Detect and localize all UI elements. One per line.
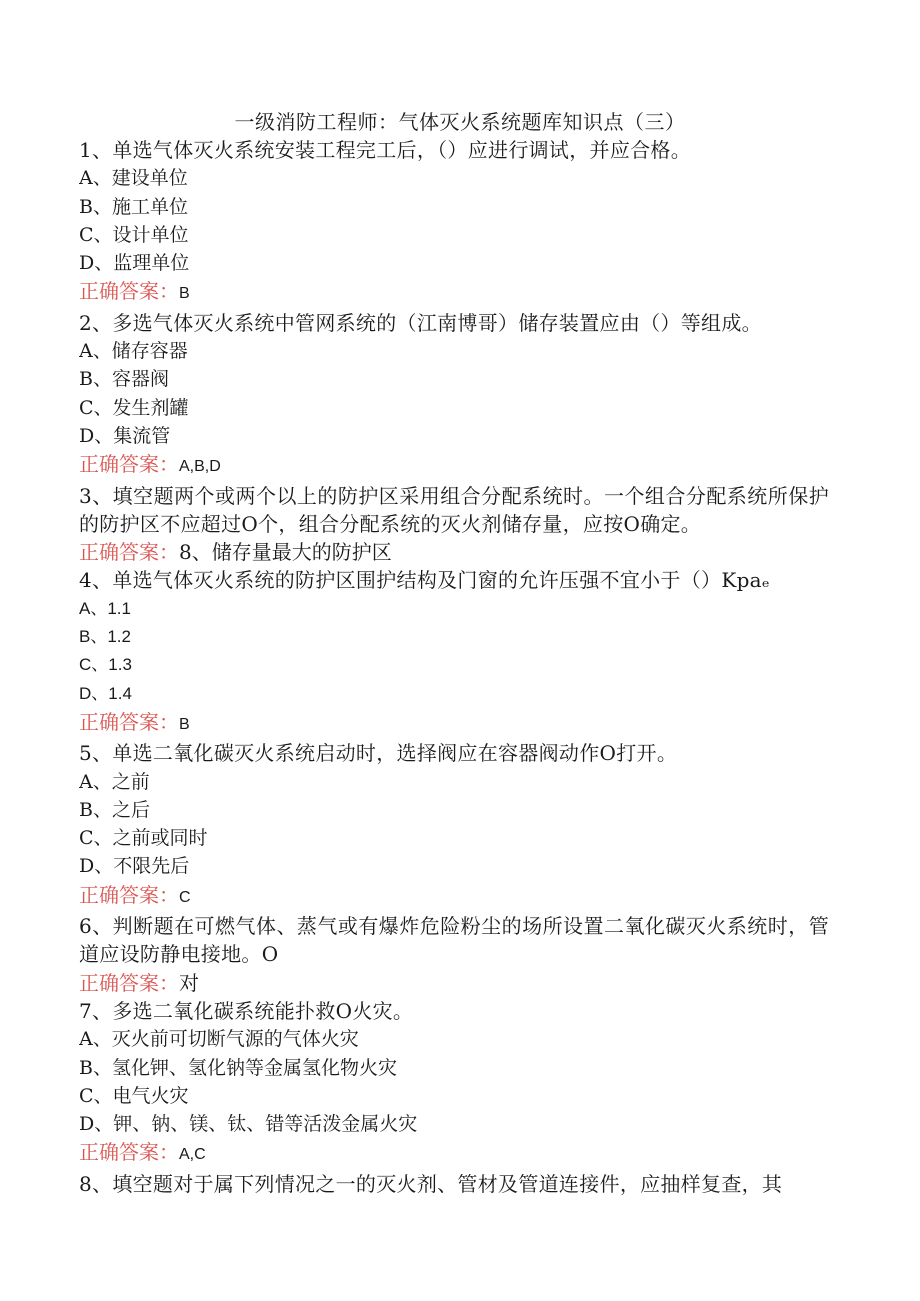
answer-label: 正确答案： (79, 970, 179, 995)
question-8-text: 8、填空题对于属下列情况之一的灭火剂、管材及管道连接件，应抽样复查，其 (79, 1171, 783, 1196)
question-2-option-a: A、储存容器 (79, 340, 188, 363)
question-6-answer (79, 969, 829, 997)
question-7-option-b: B、氢化钾、氢化钠等金属氢化物火灾 (79, 1056, 397, 1079)
question-5-answer (79, 881, 829, 912)
question-1-answer (79, 277, 829, 308)
question-2-option-c: C、发生剂罐 (79, 396, 189, 419)
question-1-option-b: B、施工单位 (79, 195, 188, 218)
question-1-option-a: A、建设单位 (79, 167, 188, 190)
question-list (79, 136, 829, 1198)
answer-value: C (179, 888, 191, 906)
question-1-text: 1、单选气体灭火系统安装工程完工后，（）应进行调试，并应合格。 (79, 138, 692, 162)
question-7-option-a: A、灭火前可切断气源的气体火灾 (79, 1028, 359, 1051)
answer-label: 正确答案： (79, 882, 179, 907)
question-1-option-c: C、设计单位 (79, 223, 189, 246)
question-2-answer (79, 450, 829, 481)
question-1-option-d: D、监理单位 (79, 252, 190, 275)
question-7-option-d: D、钾、钠、镁、钛、错等活泼金属火灾 (79, 1113, 418, 1136)
document-title: 一级消防工程师：气体灭火系统题库知识点（三） (234, 110, 686, 134)
question-3-text: 3、填空题两个或两个以上的防护区采用组合分配系统时。一个组合分配系统所保护的防护区不应超过O个，组合分配系统的灭火剂储存量，应按O确定。 (79, 483, 829, 536)
question-4-answer (79, 708, 829, 739)
answer-label: 正确答案： (79, 452, 179, 477)
answer-label: 正确答案： (79, 540, 179, 565)
answer-label: 正确答案： (79, 1140, 179, 1165)
question-2-option-b: B、容器阀 (79, 368, 169, 391)
answer-label: 正确答案： (79, 279, 179, 304)
question-5-option-b: B、之后 (79, 798, 150, 821)
answer-value: 对 (179, 970, 199, 995)
answer-value: A,B,D (179, 458, 221, 476)
question-4-option-a: A、1.1 (79, 598, 131, 618)
answer-value: B (179, 285, 190, 303)
question-7-answer (79, 1138, 829, 1169)
question-4-option-c: C、1.3 (79, 655, 132, 675)
question-4-text: 4、单选气体灭火系统的防护区围护结构及门窗的允许压强不宜小于（）Kpaₑ (79, 568, 770, 593)
question-3-answer (79, 538, 829, 566)
question-7-option-c: C、电气火灾 (79, 1084, 189, 1107)
question-5-option-a: A、之前 (79, 770, 150, 793)
answer-value: A,C (179, 1146, 206, 1164)
answer-label: 正确答案： (79, 709, 179, 734)
question-7-text: 7、多选二氧化碳系统能扑救O火灾。 (79, 998, 414, 1023)
answer-value: B (179, 715, 190, 733)
question-5-text: 5、单选二氧化碳灭火系统启动时，选择阀应在容器阀动作O打开。 (79, 741, 678, 766)
question-2-text: 2、多选气体灭火系统中管网系统的（江南博哥）储存装置应由（）等组成。 (79, 310, 762, 335)
answer-value: 8、储存量最大的防护区 (179, 540, 392, 565)
question-5-option-c: C、之前或同时 (79, 827, 208, 850)
question-5-option-d: D、不限先后 (79, 855, 190, 878)
question-2-option-d: D、集流管 (79, 424, 171, 447)
question-4-option-b: B、1.2 (79, 627, 131, 647)
question-6-text: 6、判断题在可燃气体、蒸气或有爆炸危险粉尘的场所设置二氧化碳灭火系统时，管道应设防静电接地。O (79, 914, 829, 967)
question-4-option-d: D、1.4 (79, 683, 132, 703)
